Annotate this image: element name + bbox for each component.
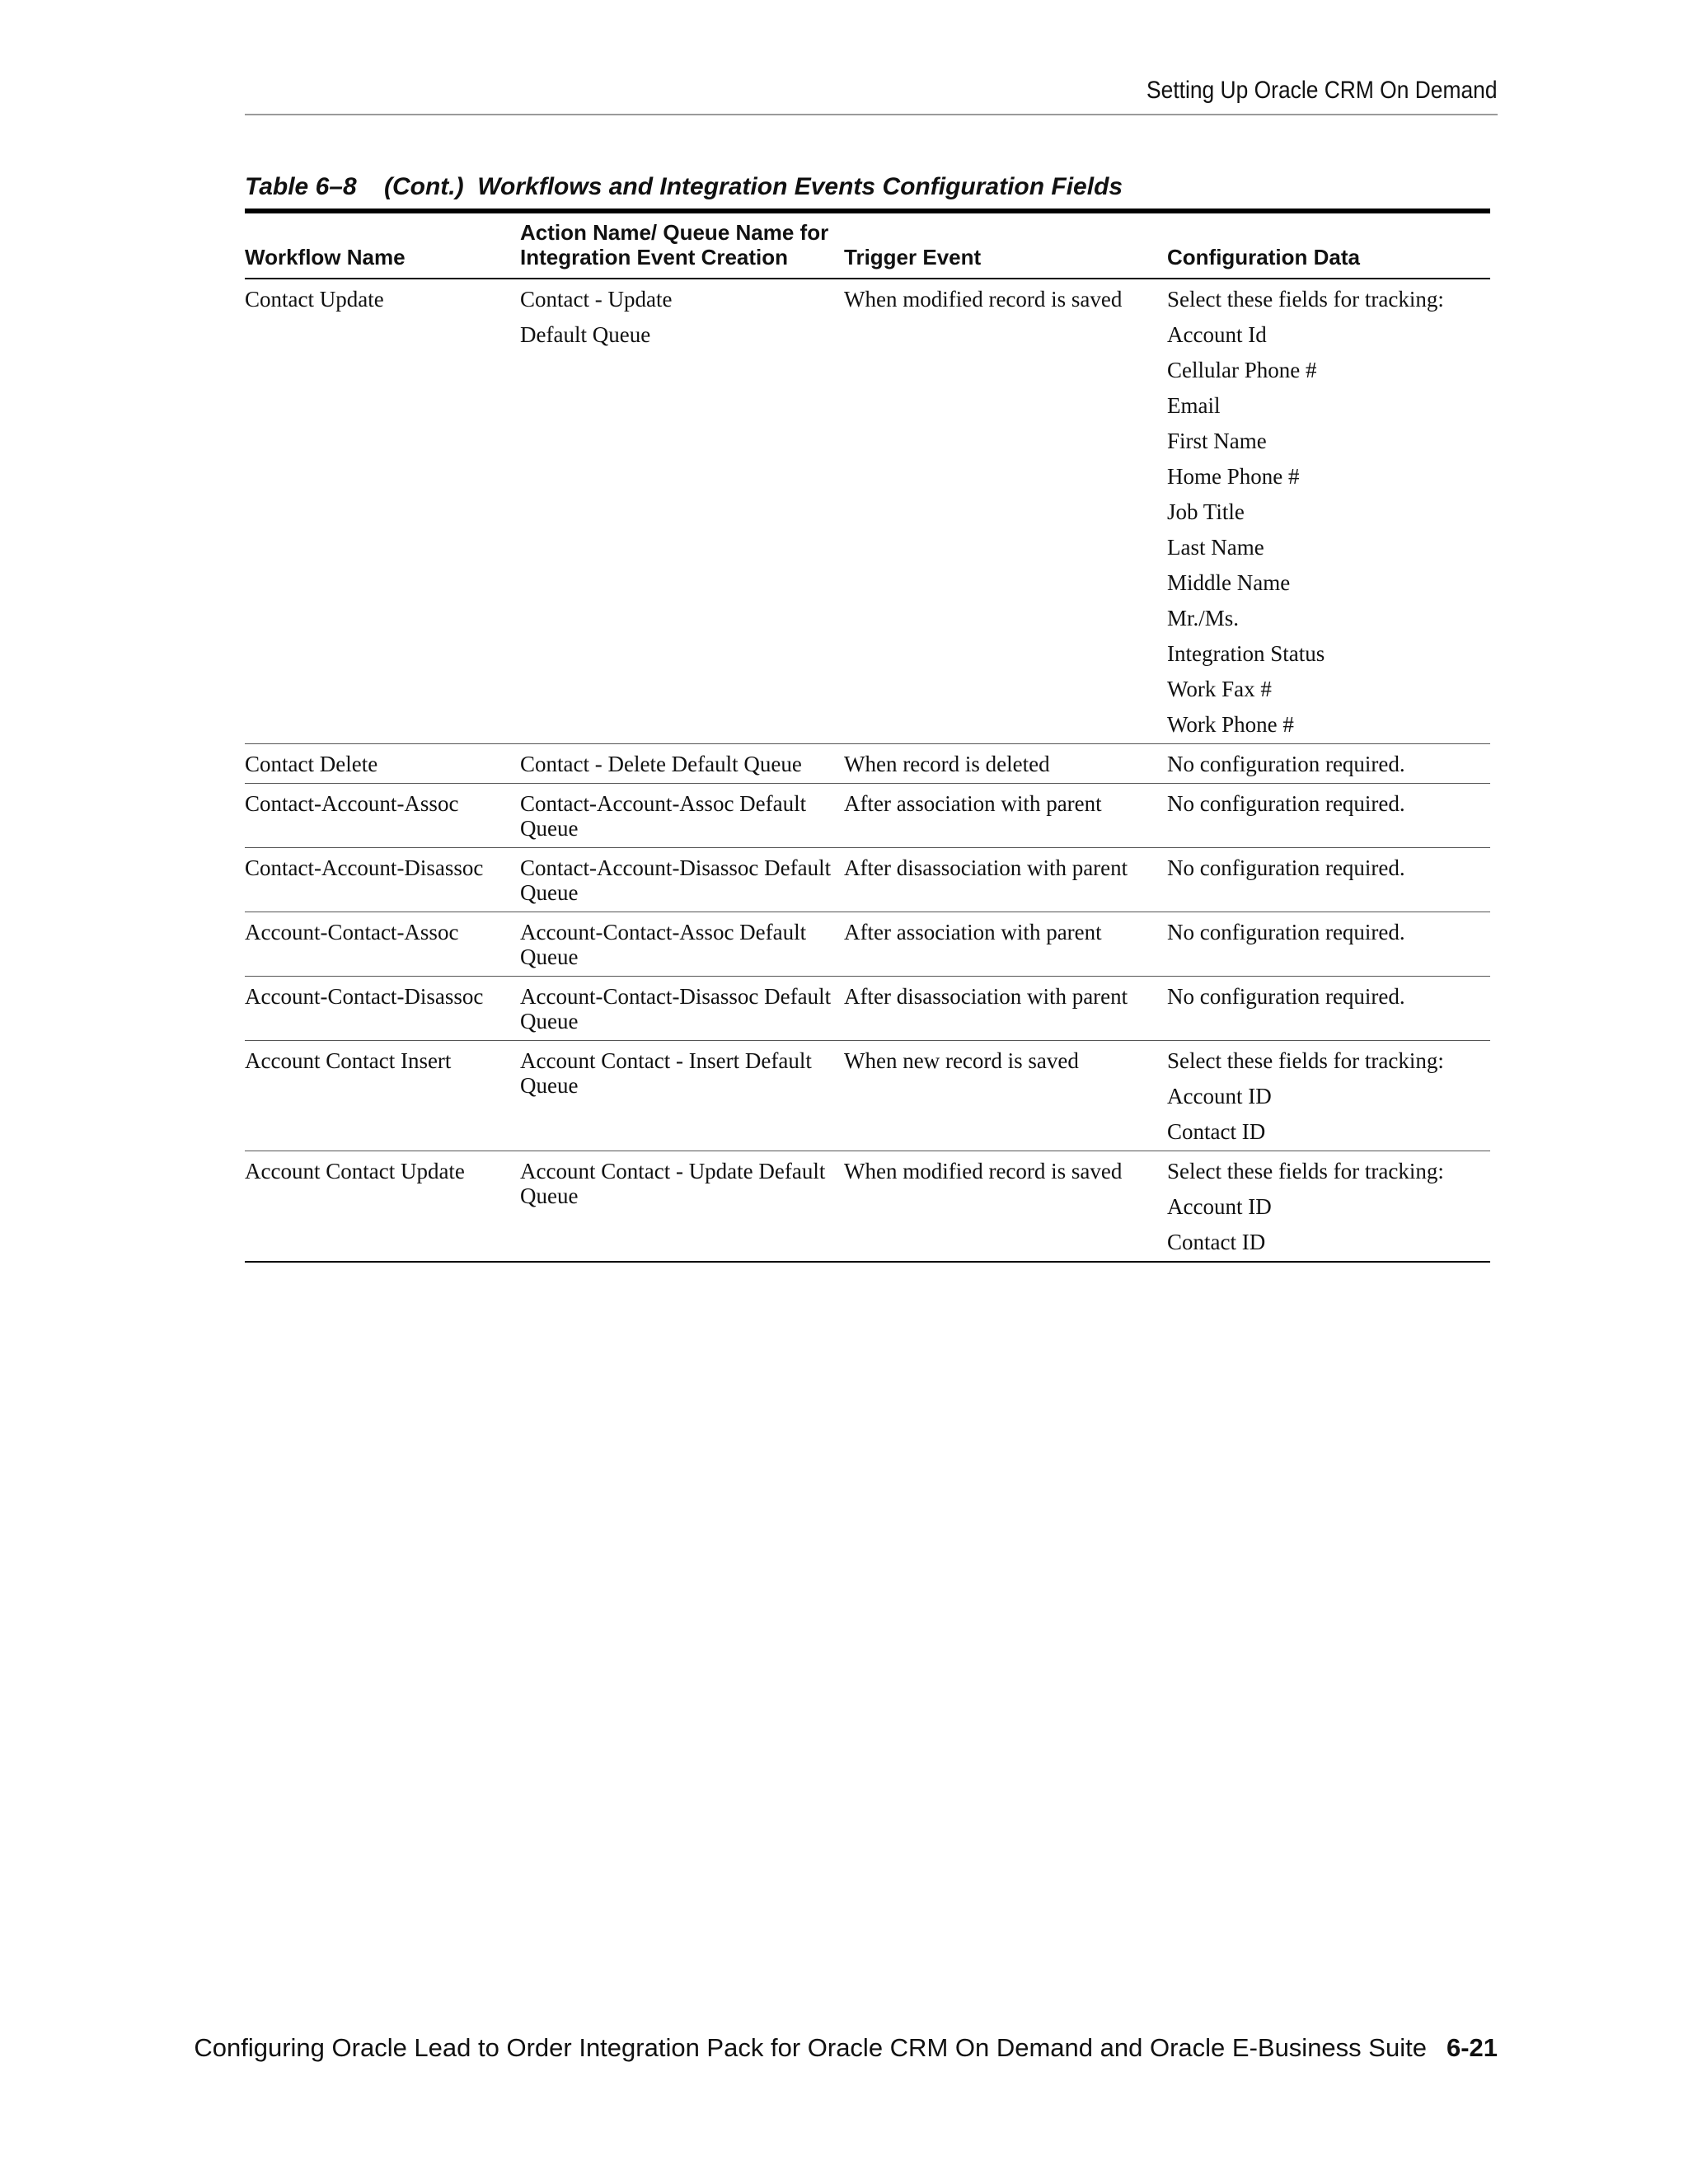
action-cell: Contact-Account-Assoc Default Queue xyxy=(520,784,844,848)
config-cell: No configuration required. xyxy=(1167,848,1490,912)
table-header xyxy=(245,211,1490,279)
action-cell xyxy=(520,279,844,744)
table-caption: Table 6–8 (Cont.) Workflows and Integration Events Configuration Fields xyxy=(245,173,1123,200)
table-row xyxy=(245,977,1490,1041)
header-trigger-event: Trigger Event xyxy=(844,211,1167,279)
page-number: 6-21 xyxy=(1446,2033,1498,2062)
config-field-item: Contact ID xyxy=(1167,1119,1266,1144)
config-field-item: Account Id xyxy=(1167,322,1267,347)
config-cell: No configuration required. xyxy=(1167,784,1490,848)
trigger-cell: After association with parent xyxy=(844,912,1167,977)
config-text: Select these fields for tracking: xyxy=(1167,287,1444,312)
action-cell: Contact - Delete Default Queue xyxy=(520,744,844,784)
config-cell xyxy=(1167,1041,1490,1151)
trigger-cell: After disassociation with parent xyxy=(844,977,1167,1041)
table-row xyxy=(245,912,1490,977)
running-footer xyxy=(194,2030,1498,2066)
table-row xyxy=(245,784,1490,848)
config-field-item: Work Phone # xyxy=(1167,712,1294,737)
config-cell: No configuration required. xyxy=(1167,977,1490,1041)
trigger-cell: After disassociation with parent xyxy=(844,848,1167,912)
action-cell: Account Contact - Update Default Queue xyxy=(520,1159,826,1208)
table-row xyxy=(245,279,1490,744)
workflow-cell: Contact-Account-Assoc xyxy=(245,784,520,848)
config-field-item: Account ID xyxy=(1167,1194,1272,1219)
action-cell: Account Contact - Insert Default Queue xyxy=(520,1041,844,1151)
table-row xyxy=(245,1151,1490,1263)
header-configuration-data: Configuration Data xyxy=(1167,211,1490,279)
config-field-item: Middle Name xyxy=(1167,570,1291,595)
trigger-cell: When modified record is saved xyxy=(844,1159,1123,1183)
workflows-table xyxy=(245,209,1490,1263)
workflow-cell: Contact Delete xyxy=(245,744,520,784)
action-cell: Contact-Account-Disassoc Default Queue xyxy=(520,848,844,912)
running-header xyxy=(245,73,1498,115)
config-field-item: Work Fax # xyxy=(1167,677,1272,701)
config-field-item: Integration Status xyxy=(1167,641,1325,666)
header-row xyxy=(245,211,1490,279)
workflow-cell: Contact-Account-Disassoc xyxy=(245,848,520,912)
trigger-cell: When new record is saved xyxy=(844,1041,1167,1151)
config-field-item: Mr./Ms. xyxy=(1167,606,1240,630)
config-field-item: Home Phone # xyxy=(1167,464,1300,489)
action-text: Contact - Update xyxy=(520,287,673,312)
action-extra-text: Default Queue xyxy=(520,322,651,347)
config-field-item: Cellular Phone # xyxy=(1167,358,1317,382)
config-cell: No configuration required. xyxy=(1167,744,1490,784)
config-cell xyxy=(1167,279,1490,744)
table-row xyxy=(245,1041,1490,1151)
config-field-item: Contact ID xyxy=(1167,1230,1266,1254)
action-cell: Account-Contact-Disassoc Default Queue xyxy=(520,977,844,1041)
header-workflow-name: Workflow Name xyxy=(245,211,520,279)
trigger-cell: When record is deleted xyxy=(844,744,1167,784)
config-text: Select these fields for tracking: xyxy=(1167,1159,1444,1183)
running-header-text: Setting Up Oracle CRM On Demand xyxy=(1146,77,1498,104)
config-field-item: First Name xyxy=(1167,429,1267,453)
trigger-cell: After association with parent xyxy=(844,784,1167,848)
config-text: Select these fields for tracking: xyxy=(1167,1048,1444,1073)
config-field-item: Job Title xyxy=(1167,499,1245,524)
workflow-cell: Account Contact Insert xyxy=(245,1041,520,1151)
config-cell: No configuration required. xyxy=(1167,912,1490,977)
footer-book-title: Configuring Oracle Lead to Order Integration Pack for Oracle CRM On Demand and Oracle E-Business Suite xyxy=(194,2033,1427,2062)
config-field-item: Last Name xyxy=(1167,535,1264,560)
action-cell: Account-Contact-Assoc Default Queue xyxy=(520,912,844,977)
table-row xyxy=(245,848,1490,912)
header-action-name: Action Name/ Queue Name for Integration Event Creation xyxy=(520,211,844,279)
workflow-cell: Contact Update xyxy=(245,279,520,744)
config-field-item: Email xyxy=(1167,393,1221,418)
workflow-cell: Account Contact Update xyxy=(245,1159,465,1183)
table-row xyxy=(245,744,1490,784)
config-cell xyxy=(1167,1151,1490,1263)
workflow-cell: Account-Contact-Assoc xyxy=(245,912,520,977)
table-body xyxy=(245,279,1490,1262)
workflow-cell: Account-Contact-Disassoc xyxy=(245,977,520,1041)
trigger-cell: When modified record is saved xyxy=(844,279,1167,744)
config-field-item: Account ID xyxy=(1167,1084,1272,1108)
